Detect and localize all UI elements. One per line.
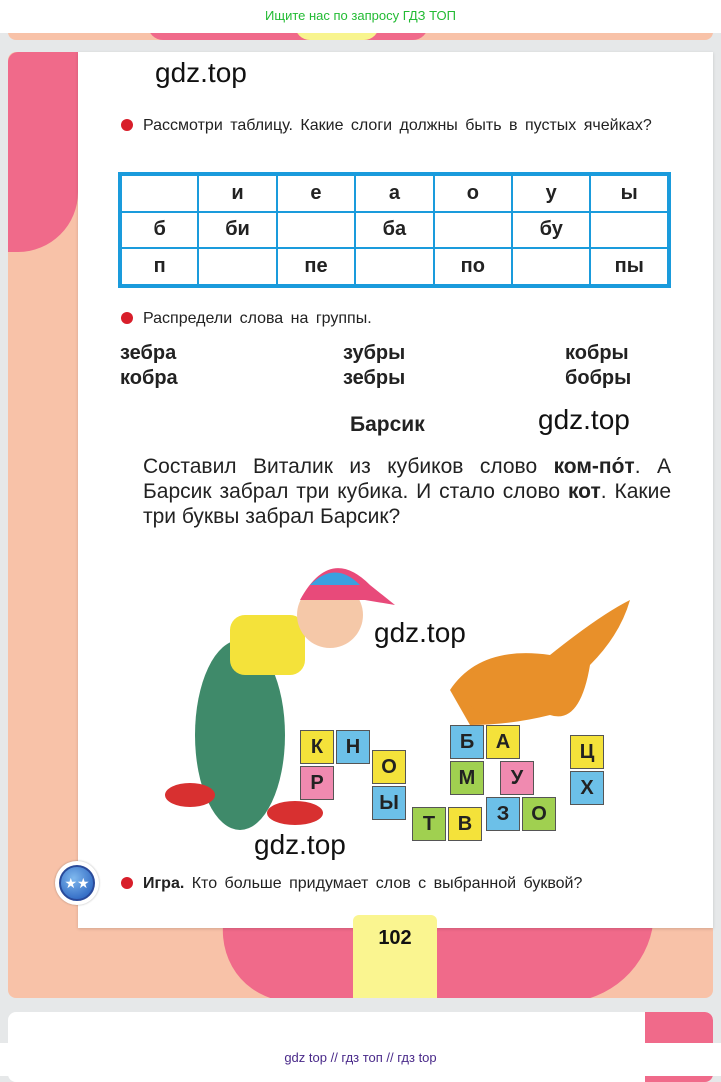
footer-links[interactable]: gdz top // гдз топ // гдз top [0,1043,721,1076]
letter-cube: А [486,725,520,759]
table-cell: по [434,248,512,286]
table-cell: ы [590,174,669,212]
table-cell [434,212,512,248]
table-cell: пе [277,248,355,286]
table-cell [355,248,433,286]
letter-cube: К [300,730,334,764]
bullet-icon [121,312,133,324]
table-cell [277,212,355,248]
table-cell: бу [512,212,590,248]
letter-cube: М [450,761,484,795]
task-groups-text: Распредели слова на группы. [143,310,372,327]
table-cell [590,212,669,248]
table-cell: и [198,174,276,212]
table-cell: а [355,174,433,212]
word: бобры [565,367,632,389]
table-row [120,248,669,286]
letter-cube: Х [570,771,604,805]
word: зебры [343,367,406,389]
bullet-icon [121,877,133,889]
search-banner[interactable]: Ищите нас по запросу ГДЗ ТОП [0,0,721,33]
boy-and-cat-illustration [150,545,650,850]
letter-cube: Ц [570,735,604,769]
story-text: Составил Виталик из кубиков слово ком-по́т. А Барсик забрал три кубика. И стало слово кот. Какие три буквы забрал Барсик? [143,455,671,528]
letter-cube: Ы [372,786,406,820]
word: кобры [565,342,629,364]
letter-cube: З [486,797,520,831]
decor-pink-left [8,52,78,252]
game-star-icon: ★★ [55,861,99,905]
table-cell [198,248,276,286]
letter-cube: У [500,761,534,795]
watermark: gdz.top [254,829,346,860]
table-cell: пы [590,248,669,286]
letter-cube: О [522,797,556,831]
word: зубры [343,342,406,364]
table-cell: п [120,248,198,286]
bullet-icon [121,119,133,131]
watermark: gdz.top [374,617,466,648]
table-cell: о [434,174,512,212]
letter-cube: Р [300,766,334,800]
table-cell [120,174,198,212]
watermark: gdz.top [155,57,247,88]
page-number: 102 [353,915,437,998]
watermark: gdz.top [538,404,630,435]
table-cell: би [198,212,276,248]
table-cell [512,248,590,286]
letter-cube: Б [450,725,484,759]
story-title: Барсик [350,413,425,436]
table-cell: б [120,212,198,248]
word: зебра [120,342,177,364]
table-row [120,174,669,212]
syllable-table [118,172,671,288]
table-cell: е [277,174,355,212]
word: кобра [120,367,178,389]
table-cell: ба [355,212,433,248]
letter-cube: В [448,807,482,841]
table-row [120,212,669,248]
letter-cube: Т [412,807,446,841]
table-cell: у [512,174,590,212]
task-game-text: Игра. Кто больше придумает слов с выбранной буквой? [143,875,583,892]
letter-cube: Н [336,730,370,764]
letter-cube: О [372,750,406,784]
task-table-text: Рассмотри таблицу. Какие слоги должны быть в пустых ячейках? [143,117,652,134]
